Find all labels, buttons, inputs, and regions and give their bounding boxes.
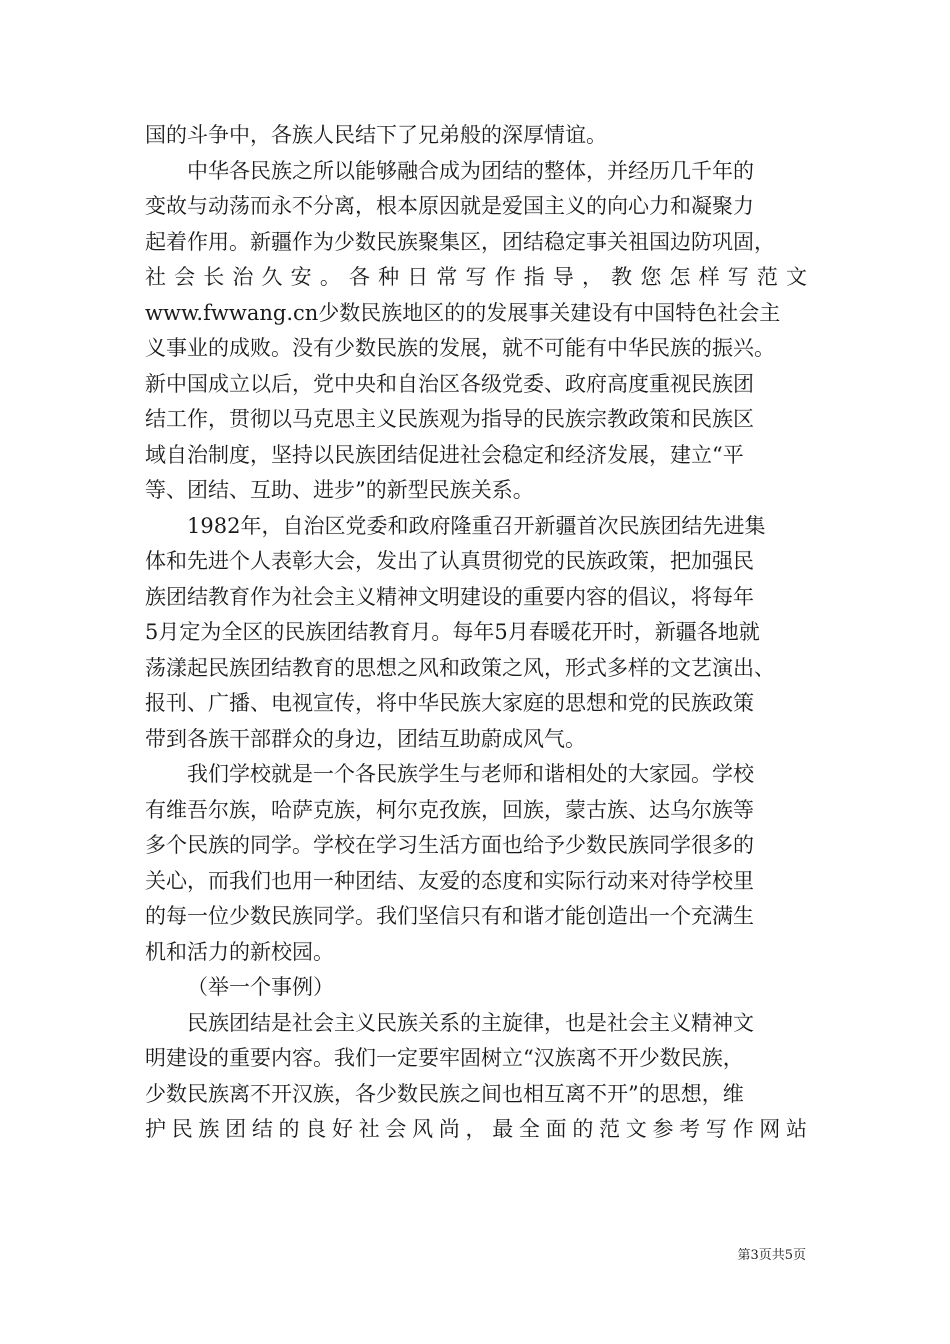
text-line: 5月定为全区的民族团结教育月。每年5月春暖花开时，新疆各地就 — [145, 620, 760, 644]
text-line: 报刊、广播、电视宣传，将中华民族大家庭的思想和党的民族政策 — [145, 691, 754, 715]
example-note-line: （举一个事例） — [187, 975, 334, 999]
paragraph-start-line: 中华各民族之所以能够融合成为团结的整体，并经历几千年的 — [187, 158, 754, 183]
text-line: 明建设的重要内容。我们一定要牢固树立“汉族离不开少数民族， — [145, 1046, 744, 1070]
text-line: 有维吾尔族，哈萨克族，柯尔克孜族，回族，蒙古族、达乌尔族等 — [145, 797, 754, 822]
text-line: 机和活力的新校园。 — [145, 939, 334, 964]
text-line: 国的斗争中，各族人民结下了兄弟般的深厚情谊。 — [145, 123, 607, 147]
text-line-with-url: www.fwwang.cn少数民族地区的的发展事关建设有中国特色社会主 — [145, 300, 781, 325]
text-line: 起着作用。新疆作为少数民族聚集区，团结稳定事关祖国边防巩固， — [145, 229, 775, 254]
text-line: 等、团结、互助、进步”的新型民族关系。 — [145, 478, 534, 502]
text-line: 荡漾起民族团结教育的思想之风和政策之风，形式多样的文艺演出、 — [145, 655, 775, 680]
text-line: 结工作，贯彻以马克思主义民族观为指导的民族宗教政策和民族区 — [145, 407, 754, 431]
document-body — [145, 118, 807, 1148]
text-line: 义事业的成败。没有少数民族的发展，就不可能有中华民族的振兴。 — [145, 336, 775, 360]
paragraph-start-line: 民族团结是社会主义民族关系的主旋律，也是社会主义精神文 — [187, 1010, 754, 1035]
text-line: 新中国成立以后，党中央和自治区各级党委、政府高度重视民族团 — [145, 371, 754, 396]
paragraph-start-line: 1982年，自治区党委和政府隆重召开新疆首次民族团结先进集 — [187, 513, 766, 538]
text-line: 的每一位少数民族同学。我们坚信只有和谐才能创造出一个充满生 — [145, 904, 754, 928]
text-line: 变故与动荡而永不分离，根本原因就是爱国主义的向心力和凝聚力 — [145, 194, 754, 218]
text-line: 少数民族离不开汉族，各少数民族之间也相互离不开”的思想，维 — [145, 1081, 744, 1106]
page-number: 第3页共5页 — [737, 1248, 806, 1263]
text-line: 带到各族干部群众的身边，团结互助蔚成风气。 — [145, 726, 586, 751]
paragraph-start-line: 我们学校就是一个各民族学生与老师和谐相处的大家园。学校 — [187, 762, 754, 786]
text-line: 多个民族的同学。学校在学习生活方面也给予少数民族同学很多的 — [145, 833, 754, 857]
text-line: 域自治制度，坚持以民族团结促进社会稳定和经济发展，建立“平 — [145, 442, 744, 467]
text-line: 体和先进个人表彰大会，发出了认真贯彻党的民族政策，把加强民 — [145, 549, 754, 573]
text-line: 族团结教育作为社会主义精神文明建设的重要内容的倡议，将每年 — [145, 584, 754, 609]
text-line-justified: 社会长治久安。各种日常写作指导，教您怎样写范文 — [145, 265, 807, 289]
text-line: 关心，而我们也用一种团结、友爱的态度和实际行动来对待学校里 — [145, 868, 754, 893]
text-line-justified: 护民族团结的良好社会风尚，最全面的范文参考写作网站 — [145, 1117, 807, 1141]
